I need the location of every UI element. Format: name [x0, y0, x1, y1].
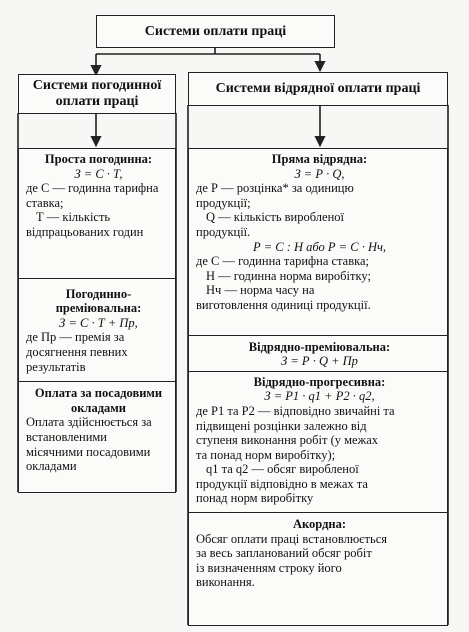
- direct-piece-line: продукції.: [196, 224, 251, 239]
- chord-line: виконання.: [196, 575, 255, 590]
- left-column: [18, 148, 176, 493]
- salary-line: окладами: [26, 459, 77, 474]
- simple-hourly-title: Проста погодинна:: [44, 152, 153, 166]
- direct-piece-line: Н — годинна норма виробітку;: [206, 268, 371, 283]
- piece-progressive-line: понад норм виробітку: [196, 491, 314, 506]
- direct-piece-line: Q — кількість виробленої: [206, 210, 344, 225]
- piece-progressive-title: Відрядно-прогресивна:: [253, 374, 386, 389]
- hourly-bonus-line: результатів: [26, 359, 86, 374]
- piece-progressive-line: та понад норм виробітку);: [196, 447, 336, 462]
- piece-bonus-title: Відрядно-преміювальна:: [248, 339, 391, 354]
- direct-piece-line: де С — годинна тарифна ставка;: [196, 254, 370, 269]
- simple-hourly-line: ставка;: [26, 195, 64, 210]
- root-title: Системи оплати праці: [144, 23, 287, 39]
- piece-progressive-line: ступеня виконання робіт (у межах: [196, 433, 379, 448]
- chord-title: Акордна:: [292, 517, 347, 532]
- right-header-title: Системи відрядної оплати праці: [215, 81, 421, 96]
- hourly-bonus-formula: З = С · Т + Пр,: [59, 315, 138, 330]
- direct-piece-line: де Р — розцінка* за одиницю: [196, 181, 354, 196]
- hourly-bonus-title: Погодинно-: [65, 286, 132, 301]
- hourly-bonus-title: преміювальна:: [55, 301, 142, 316]
- hourly-bonus-line: досягнення певних: [26, 344, 128, 359]
- piece-progressive-line: підвищені розцінки залежно від: [196, 418, 367, 433]
- salary-line: місячними посадовими: [26, 444, 151, 459]
- simple-hourly-line: де С — годинна тарифна: [26, 181, 159, 196]
- salary-line: встановленими: [26, 429, 107, 444]
- piece-progressive-formula: З = Р1 · q1 + Р2 · q2,: [264, 389, 375, 404]
- direct-piece-line: продукції;: [196, 195, 251, 210]
- salary-title: окладами: [70, 400, 126, 415]
- chord-line: Обсяг оплати праці встановлюється: [196, 531, 388, 546]
- direct-piece-formula: З = Р · Q,: [294, 166, 345, 181]
- chord-line: із визначенням строку його: [196, 560, 342, 575]
- salary-title: Оплата за посадовими: [34, 386, 163, 401]
- root-box: [96, 15, 335, 48]
- piece-progressive-line: де Р1 та Р2 — відповідно звичайні та: [196, 403, 395, 418]
- piece-progressive-line: продукції відповідно в межах та: [196, 476, 368, 491]
- simple-hourly-line: Т — кількість: [36, 210, 111, 225]
- direct-piece-title: Пряма відрядна:: [271, 152, 368, 166]
- simple-hourly-line: відпрацьованих годин: [26, 224, 144, 239]
- right-header-box: [188, 72, 448, 106]
- hourly-bonus-line: де Пр — премія за: [26, 330, 125, 345]
- right-column: [188, 148, 448, 626]
- left-header-box: [18, 74, 176, 114]
- direct-piece-line: виготовлення одиниці продукції.: [196, 297, 371, 312]
- piece-progressive-line: q1 та q2 — обсяг виробленої: [206, 462, 359, 477]
- simple-hourly-formula: З = С · Т,: [74, 166, 123, 181]
- piece-bonus-formula: З = Р · Q + Пр: [281, 354, 358, 369]
- direct-piece-formula-2: Р = С : Н або Р = С · Нч,: [252, 239, 387, 254]
- direct-piece-line: Нч — норма часу на: [206, 283, 315, 298]
- left-header-title: Системи погодинної оплати праці: [32, 78, 162, 109]
- chord-line: за весь запланований обсяг робіт: [196, 546, 372, 561]
- salary-line: Оплата здійснюється за: [26, 415, 152, 430]
